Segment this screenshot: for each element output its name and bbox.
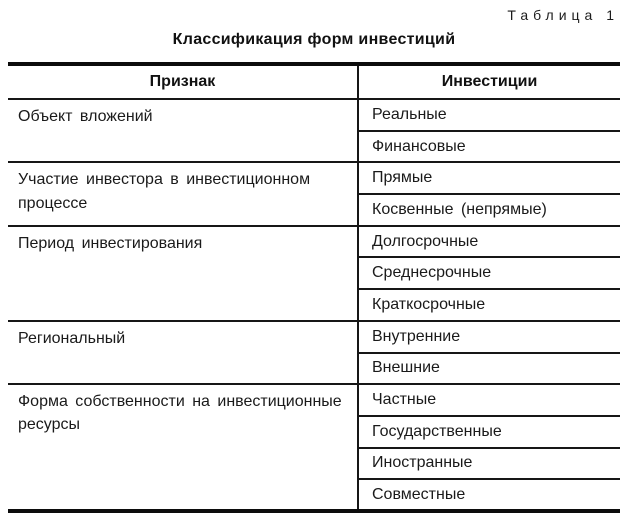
investment-cell: Реальные <box>358 99 620 131</box>
feature-cell-participation: Участие инвестора в инвестиционном процессе <box>8 162 358 225</box>
investment-cell: Внешние <box>358 353 620 385</box>
investment-cell: Краткосрочные <box>358 289 620 321</box>
investment-cell: Совместные <box>358 479 620 511</box>
table-row <box>8 321 620 353</box>
table-row <box>8 162 620 194</box>
feature-cell-period: Период инвестирования <box>8 226 358 321</box>
investment-cell: Среднесрочные <box>358 257 620 289</box>
feature-cell-regional: Региональный <box>8 321 358 384</box>
column-header-feature: Признак <box>8 64 358 99</box>
column-header-investments: Инвестиции <box>358 64 620 99</box>
investment-cell: Финансовые <box>358 131 620 163</box>
table-row <box>8 226 620 258</box>
feature-cell-ownership: Форма собственности на инвестиционные ресурсы <box>8 384 358 511</box>
table-number-label: Таблица 1 <box>507 7 619 23</box>
investment-cell: Внутренние <box>358 321 620 353</box>
table-row <box>8 384 620 416</box>
table-row <box>8 99 620 131</box>
classification-table <box>8 62 620 513</box>
feature-cell-object: Объект вложений <box>8 99 358 162</box>
investment-cell: Долгосрочные <box>358 226 620 258</box>
investment-cell: Прямые <box>358 162 620 194</box>
page-title: Классификация форм инвестиций <box>172 31 456 48</box>
investment-cell: Иностранные <box>358 448 620 480</box>
investment-cell: Частные <box>358 384 620 416</box>
investment-cell: Косвенные (непрямые) <box>358 194 620 226</box>
investment-cell: Государственные <box>358 416 620 448</box>
table-header-row <box>8 64 620 99</box>
